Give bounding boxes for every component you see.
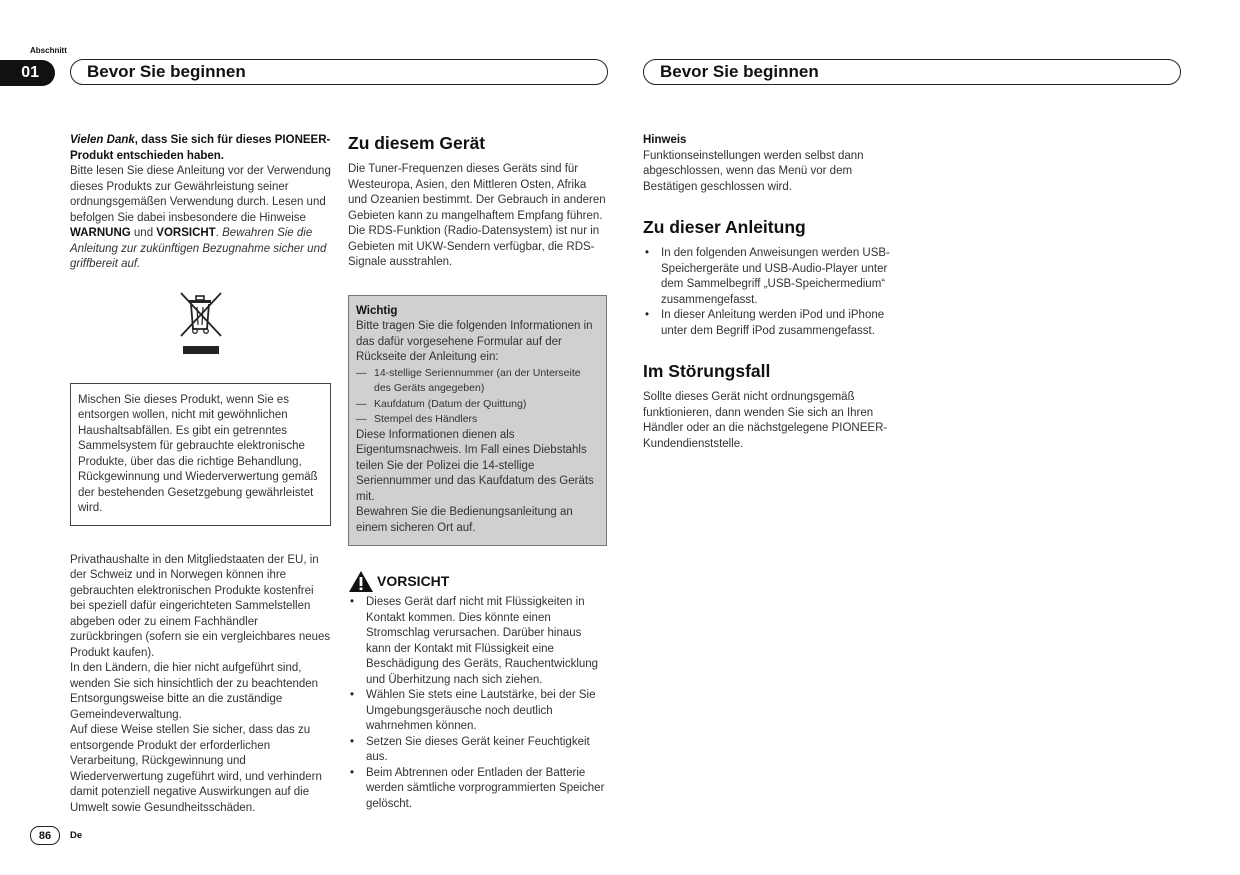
intro-text: Bitte lesen Sie diese Anleitung vor der Verwendung dieses Produkts zur Gewährleistung seiner ordnungsgemäßen Verwendung durch. Lesen und befolgen Sie dabei insbesondere die Hinweise — [70, 165, 331, 224]
important-item: — Stempel des Händlers — [356, 412, 599, 428]
caution-item: • Wählen Sie stets eine Lautstärke, bei der Sie Umgebungsgeräusche noch deutlich wahrnehmen können. — [348, 688, 607, 735]
caution-list — [348, 595, 607, 812]
thanks-rest: , dass Sie sich für dieses PIONEER-Produkt entschieden haben. — [70, 134, 331, 162]
intro-italic: Bewahren Sie die Anleitung zur zukünftigen Bezugnahme sicher und griffbereit auf. — [70, 227, 327, 270]
column-right — [643, 133, 903, 452]
language-code: De — [70, 830, 83, 841]
manual-item: • In den folgenden Anweisungen werden USB-Speichergeräte und USB-Audio-Player unter dem Sammelbegriff „USB-Speichermedium“ zusammengefasst. — [643, 246, 903, 308]
important-intro: Bitte tragen Sie die folgenden Informationen in das dafür vorgesehene Formular auf der Rückseite der Anleitung ein: — [356, 320, 593, 363]
caution-heading — [348, 570, 607, 593]
heading-about-device: Zu diesem Gerät — [348, 133, 486, 153]
disposal-text: Mischen Sie dieses Produkt, wenn Sie es entsorgen wollen, nicht mit gewöhnlichen Haushaltsabfällen. Es gibt ein getrenntes Sammelsystem für gebrauchte elektronische Produkte, über das die richtige Behandlung, Rückgewinnung und Wiederverwertung gemäß der bestehenden Gesetzgebung gewährleistet wird. — [78, 393, 318, 514]
disposal-para-2: In den Ländern, die hier nicht aufgeführt sind, wenden Sie sich hinsichtlich der zu beachtenden Entsorgungsweise bitte an die zuständige Gemeindeverwaltung. — [70, 662, 319, 721]
warning-word: WARNUNG — [70, 227, 131, 239]
page-number: 86 — [30, 826, 60, 845]
left-page-title: Bevor Sie beginnen — [70, 59, 608, 85]
troubleshooting-text: Sollte dieses Gerät nicht ordnungsgemäß funktionieren, dann wenden Sie sich an Ihren Händler oder an die nächstgelegene PIONEER-Kundendienststelle. — [643, 391, 888, 450]
column-left — [70, 133, 331, 816]
caution-item: • Dieses Gerät darf nicht mit Flüssigkeiten in Kontakt kommen. Dies könnte einen Stromschlag verursachen. Darüber hinaus kann der Kontakt mit Flüssigkeit eine Beschädigung des Geräts, Rauchentwicklung und Überhitzung nach sich ziehen. — [348, 595, 607, 688]
column-middle — [348, 133, 607, 812]
disposal-notice-box — [70, 383, 331, 526]
thanks-italic: Vielen Dank — [70, 134, 135, 146]
caution-section — [348, 570, 607, 812]
and-word: und — [130, 227, 157, 239]
caution-title: VORSICHT — [377, 572, 450, 589]
note-text: Funktionseinstellungen werden selbst dann abgeschlossen, wenn das Menü vor dem Bestätigen geschlossen wird. — [643, 149, 864, 193]
manual-list — [643, 246, 903, 339]
disposal-para-3: Auf diese Weise stellen Sie sicher, dass das zu entsorgende Produkt der erforderlichen Verarbeitung, Rückgewinnung und Wiederverwertung zugeführt wird, und verhindern damit potenziell negative Auswirkungen auf die Umwelt sowie Gesundheitsschäden. — [70, 724, 322, 814]
disposal-para-1: Privathaushalte in den Mitgliedstaaten der EU, in der Schweiz und in Norwegen können ihre gebrauchten elektronischen Produkte kostenfrei bei speziell dafür eingerichteten Sammelstellen abgeben oder zu einem Fachhändler zurückbringen (sofern sie ein vergleichbares neues Produkt kaufen). — [70, 553, 331, 659]
period: . — [215, 227, 223, 239]
crossed-bin-icon — [177, 291, 225, 355]
note-title: Hinweis — [643, 134, 687, 146]
important-item: — 14-stellige Seriennummer (an der Unterseite des Geräts angegeben) — [356, 366, 599, 397]
section-label: Abschnitt — [30, 46, 67, 55]
thanks-line — [70, 133, 331, 164]
heading-about-manual: Zu dieser Anleitung — [643, 217, 806, 237]
caution-word: VORSICHT — [156, 227, 216, 239]
right-page-title: Bevor Sie beginnen — [643, 59, 1181, 85]
important-title: Wichtig — [356, 304, 398, 317]
heading-troubleshooting: Im Störungsfall — [643, 361, 771, 381]
important-item: — Kaufdatum (Datum der Quittung) — [356, 397, 599, 413]
important-after-2: Bewahren Sie die Bedienungsanleitung an einem sicheren Ort auf. — [356, 506, 573, 534]
about-device-text: Die Tuner-Frequenzen dieses Geräts sind für Westeuropa, Asien, den Mittleren Osten, Afrika und Ozeanien bestimmt. Der Gebrauch in anderen Gebieten kann zu mangelhaftem Empfang führen. Die RDS-Funktion (Radio-Datensystem) ist nur in Gebieten mit UKW-Sendern verfügbar, die RDS-Signale ausstrahlen. — [348, 163, 606, 268]
important-box — [348, 295, 607, 547]
important-list — [356, 366, 599, 428]
important-after-1: Diese Informationen dienen als Eigentumsnachweis. Im Fall eines Diebstahls teilen Sie der Polizei die 14-stellige Seriennummer und das Kaufdatum des Geräts mit. — [356, 428, 594, 503]
caution-item: • Beim Abtrennen oder Entladen der Batterie werden sämtliche vorprogrammierten Speicher gelöscht. — [348, 766, 607, 813]
warning-triangle-icon — [348, 570, 374, 593]
intro-paragraph — [70, 164, 331, 273]
weee-symbol — [70, 291, 331, 357]
manual-item: • In dieser Anleitung werden iPod und iPhone unter dem Begriff iPod zusammengefasst. — [643, 308, 903, 339]
section-number: 01 — [0, 60, 55, 86]
caution-item: • Setzen Sie dieses Gerät keiner Feuchtigkeit aus. — [348, 735, 607, 766]
